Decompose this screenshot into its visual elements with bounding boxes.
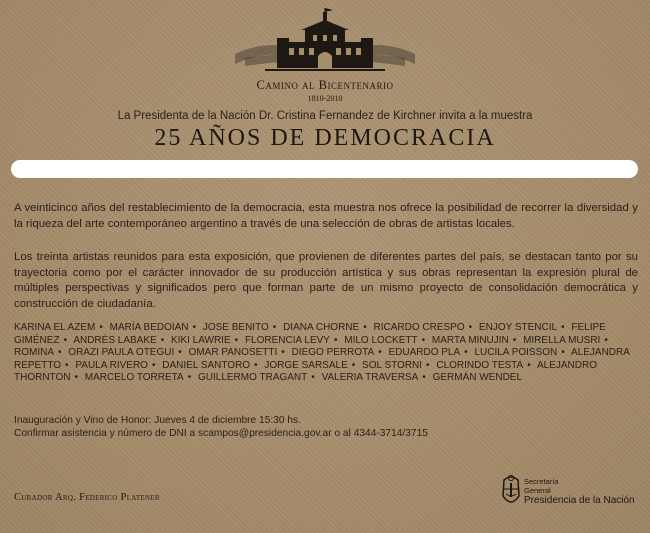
bullet-separator: • [512,334,517,346]
artist-name: EDUARDO PLA [388,347,461,359]
artist-list [14,322,642,385]
bullet-separator: • [272,322,277,333]
artist-name: DIANA CHORNE [283,322,360,333]
artist-name: JOSE BENITO [202,322,269,333]
bullet-separator: • [254,359,258,371]
artist-name: MARÍA BEDOIAN [109,322,189,333]
artist-name: MIRELLA MUSRI [523,334,601,346]
national-coat-of-arms-icon [500,474,522,510]
bullet-separator: • [333,334,338,346]
bullet-separator: • [561,322,565,333]
bullet-separator: • [464,347,468,359]
opening-line: Inauguración y Vino de Honor: Jueves 4 de diciembre 15:30 hs. [14,415,301,426]
bicentenario-logo [225,8,425,103]
secretaria-general-logo [500,474,640,514]
bullet-separator: • [311,372,315,384]
bullet-separator: • [363,322,367,333]
artist-name: ENJOY STENCIL [478,322,558,333]
bullet-separator: • [187,372,192,384]
bullet-separator: • [63,334,68,346]
artist-name: OMAR PANOSETTI [188,347,278,359]
artist-name: MARCELO TORRETA [84,372,184,384]
artist-name: RICARDO CRESPO [373,322,465,333]
casa-rosada-emblem-icon [225,8,425,78]
bullet-separator: • [234,334,239,346]
artist-name: MILO LOCKETT [344,334,418,346]
invitation-line: La Presidenta de la Nación Dr. Cristina Fernandez de Kirchner invita a la muestra [117,110,533,122]
artist-name: ALEJANDRA REPETTO [14,347,630,371]
bullet-separator: • [422,372,426,384]
bullet-separator: • [281,347,285,359]
secretaria-label: Secretaría [524,477,559,486]
bullet-separator: • [160,334,165,346]
artist-name: VALERIA TRAVERSA [321,372,419,384]
artist-name: KARINA EL AZEM [14,322,96,333]
bullet-separator: • [468,322,473,333]
artist-name: DIEGO PERROTA [291,347,375,359]
bullet-separator: • [426,359,430,371]
general-label: General [524,486,551,495]
artist-name: KIKI LAWRIE [170,334,231,346]
rsvp-line: Confirmar asistencia y número de DNI a scampos@presidencia.gov.ar o al 4344-3714/3715 [14,428,428,439]
artist-name: ALEJANDRO THORNTON [14,359,597,384]
curator-credit: Curador Arq. Federico Platener [14,492,160,503]
bullet-separator: • [192,322,197,333]
bullet-separator: • [378,347,382,359]
artist-name: LUCILA POISSON [474,347,558,359]
artist-name: SOL STORNI [362,359,423,371]
bullet-separator: • [99,322,103,333]
artist-name: ROMINA [14,347,54,359]
artist-name: FELIPE GIMÉNEZ [14,322,606,346]
bullet-separator: • [58,347,62,359]
artist-name: GERMÁN WENDEL [432,372,523,384]
artist-name: FLORENCIA LEVY [244,334,330,346]
presidencia-label: Presidencia de la Nación [524,495,635,506]
bullet-separator: • [65,359,69,371]
artist-name: PAULA RIVERO [75,359,148,371]
artist-name: JORGE SARSALE [264,359,348,371]
artist-name: ORAZI PAULA OTEGUI [68,347,175,359]
artist-name: MARTA MINUJIN [431,334,509,346]
bullet-separator: • [178,347,182,359]
logo-title: Camino al Bicentenario [256,78,394,92]
bullet-separator: • [74,372,78,384]
exhibit-title: 25 AÑOS DE DEMOCRACIA [154,125,496,151]
bullet-separator: • [527,359,531,371]
artist-name: GUILLERMO TRAGANT [197,372,308,384]
artists-description-paragraph: Los treinta artistas reunidos para esta exposición, que provienen de diferentes partes del país, se destacan tanto por su trayectoria como por el carácter innovador de su producción artística y sus obras representan la expresión plural de múltiples perspectivas y significados pero que forman parte de un mismo proyecto de consolidación democrática y construcción de ciudadanía. [14,251,638,310]
bullet-separator: • [151,359,156,371]
bullet-separator: • [351,359,356,371]
artist-name: CLORINDO TESTA [436,359,524,371]
logo-years: 1810-2010 [307,94,343,103]
artist-name: ANDRÉS LABAKE [73,334,157,346]
bullet-separator: • [561,347,565,359]
bullet-separator: • [604,334,608,346]
event-info [14,414,634,440]
intro-paragraph: A veinticinco años del restablecimiento de la democracia, esta muestra nos ofrece la posibilidad de recorrer la diversidad y la riqueza del arte contemporáneo argentino a través de una selección de obras de artistas locales. [14,202,638,230]
bullet-separator: • [421,334,426,346]
artist-name: DANIEL SANTORO [162,359,251,371]
divider-bar [11,160,638,178]
